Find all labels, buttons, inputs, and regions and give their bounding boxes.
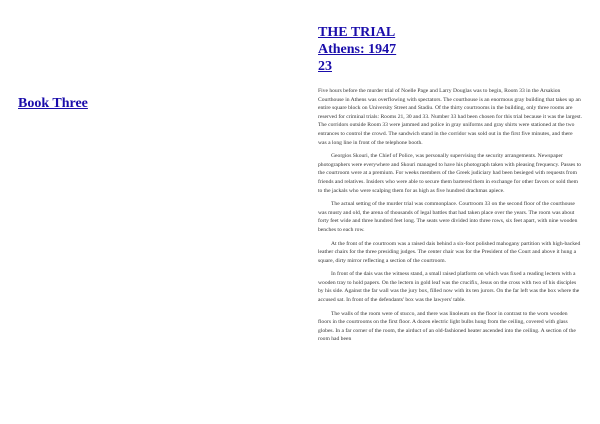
paragraph: Five hours before the murder trial of Noelle Page and Larry Douglas was to begin, Room 33 in the Arsakion Courthouse in Athens was overflowing with spectators. The courthouse is an enormous gray building that takes up an entire square block on University Street and Stadiu. Of the thirty courtrooms in the building, only three rooms are reserved for criminal trials: Rooms 21, 30 and 33. Number 33 had been chosen for this trial because it was the largest. The corridors outside Room 33 were jammed and police in gray uniforms and gray shirts were stationed at the two entrances to control the crowd. The sandwich stand in the corridor was sold out in the first five minutes, and there was a long line in front of the telephone booth. bbox=[318, 88, 582, 146]
paragraph: In front of the dais was the witness stand, a small raised platform on which was fixed a reading lectern with a wooden tray to hold papers. On the lectern in gold leaf was the crucifix, Jesus on the cross with two of his disciples by his side. Against the far wall was the jury box, filled now with its ten jurors. On the far left was the box where the accused sat. In front of the defendants' box was the lawyers' table. bbox=[318, 271, 580, 304]
chapter-body bbox=[318, 87, 582, 344]
right-page bbox=[318, 24, 582, 424]
paragraph: The walls of the room were of stucco, and there was linoleum on the floor in contrast to the worn wooden floors in the courtrooms on the first floor. A dozen electric light bulbs hung from the ceiling, covered with glass globes. In a far corner of the room, the airduct of an old-fashioned heater ascended into the ceiling. A section of the room had been bbox=[318, 310, 576, 343]
paragraph: The actual setting of the murder trial was commonplace. Courtroom 33 on the second floor of the courthouse was musty and old, the arena of thousands of legal battles that had taken place over the years. The room was about forty feet wide and three hundred feet long. The seats were divided into three rows, six feet apart, with nine wooden benches to each row. bbox=[318, 201, 578, 233]
chapter-heading bbox=[318, 24, 582, 75]
paragraph: Georgios Skouri, the Chief of Police, was personally supervising the security arrangements. Newspaper photographers were everywhere and Skouri managed to have his photograph taken with pleasing frequency. Passes to the courtroom were at a premium. For weeks members of the Greek judiciary had been besieged with requests from friends and relatives. Insiders who were able to secure them bartered them in exchange for other favors or sold them to the jackals who were scalping them for as high as five hundred drachmas apiece. bbox=[318, 153, 582, 194]
chapter-number-link[interactable]: 23 bbox=[318, 59, 332, 74]
paragraph: At the front of the courtroom was a raised dais behind a six-foot polished mahogany partition with high-backed leather chairs for the three presiding judges. The center chair was for the President of the Court and above it hung a square, dirty mirror reflecting a section of the courtroom. bbox=[318, 240, 581, 264]
book-three-link[interactable]: Book Three bbox=[18, 96, 88, 111]
chapter-place-date-link[interactable]: Athens: 1947 bbox=[318, 42, 397, 57]
chapter-title-link[interactable]: THE TRIAL bbox=[318, 25, 396, 40]
